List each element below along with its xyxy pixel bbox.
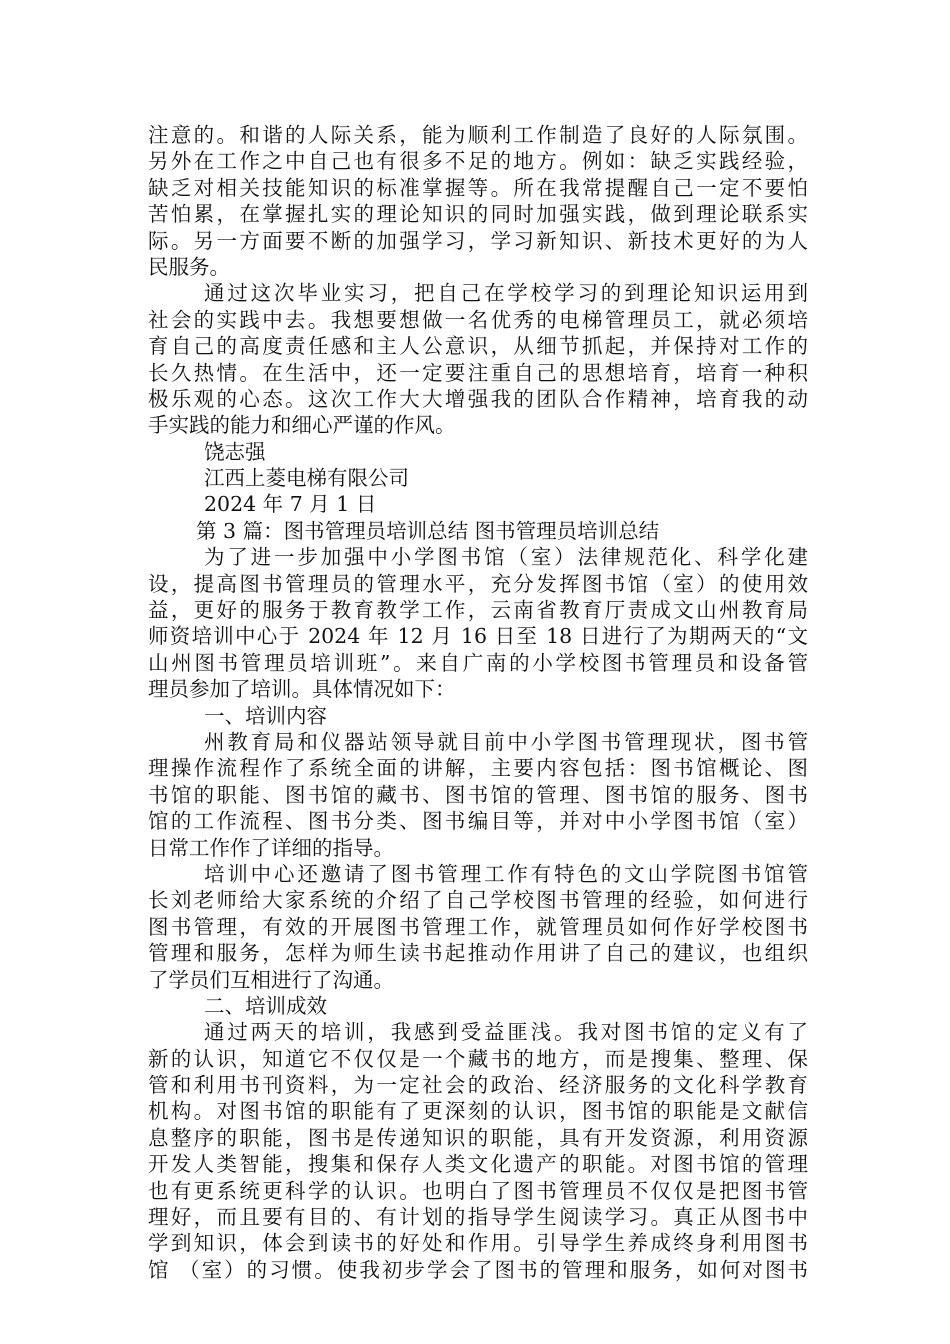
- text-line: 师资培训中心于 2024 年 12 月 16 日至 18 日进行了为期两天的“文: [148, 624, 808, 649]
- text-line: 日常工作作了详细的指导。: [148, 835, 394, 860]
- text-line: 山州图书管理员培训班”。来自广南的小学校图书管理员和设备管: [148, 650, 808, 675]
- text-line: 极乐观的心态。这次工作大大增强我的团队合作精神，培育我的动: [148, 386, 808, 411]
- signature-name: 饶志强: [204, 439, 266, 464]
- heading-training-results: 二、培训成效: [204, 993, 327, 1018]
- signature-date: 2024 年 7 月 1 日: [204, 492, 377, 517]
- text-line: 了学员们互相进行了沟通。: [148, 967, 394, 992]
- text-line: 为了进一步加强中小学图书馆（室）法律规范化、科学化建: [204, 545, 808, 570]
- text-line: 通过两天的培训，我感到受益匪浅。我对图书馆的定义有了: [204, 1020, 808, 1045]
- text-line: 通过这次毕业实习，把自己在学校学习的到理论知识运用到: [204, 281, 808, 306]
- text-line: 缺乏对相关技能知识的标准掌握等。所在我常提醒自己一定不要怕: [148, 175, 808, 200]
- text-line: 机构。对图书馆的职能有了更深刻的认识，图书馆的职能是文献信: [148, 1099, 808, 1124]
- text-line: 学到知识，体会到读书的好处和作用。引导学生养成终身利用图书: [148, 1231, 808, 1256]
- paragraph-2: [148, 280, 808, 438]
- paragraph-4: [148, 729, 808, 861]
- document-page: [148, 122, 808, 1283]
- text-line: 益，更好的服务于教育教学工作，云南省教育厅责成文山州教育局: [148, 598, 808, 623]
- section-title: 第 3 篇：图书管理员培训总结 图书管理员培训总结: [196, 518, 660, 543]
- text-line: 育自己的高度责任感和主人公意识，从细节抓起，并保持对工作的: [148, 334, 808, 359]
- text-line: 手实践的能力和细心严谨的作风。: [148, 413, 456, 438]
- text-line: 也有更系统更科学的认识。也明白了图书管理员不仅仅是把图书管: [148, 1178, 808, 1203]
- paragraph-1: [148, 122, 808, 280]
- signature-company: 江西上菱电梯有限公司: [204, 466, 409, 491]
- text-line: 馆 （室）的习惯。使我初步学会了图书的管理和服务，如何对图书: [148, 1257, 808, 1282]
- text-line: 设，提高图书管理员的管理水平，充分发挥图书馆（室）的使用效: [148, 571, 808, 596]
- text-line: 图书管理，有效的开展图书管理工作，就管理员如何作好学校图书: [148, 914, 808, 939]
- text-line: 开发人类智能，搜集和保存人类文化遗产的职能。对图书馆的管理: [148, 1152, 808, 1177]
- text-line: 管和利用书刊资料，为一定社会的政治、经济服务的文化科学教育: [148, 1073, 808, 1098]
- text-line: 馆的工作流程、图书分类、图书编目等，并对中小学图书馆（室）: [148, 809, 808, 834]
- text-line: 长刘老师给大家系统的介绍了自己学校图书管理的经验，如何进行: [148, 888, 808, 913]
- text-line: 培训中心还邀请了图书管理工作有特色的文山学院图书馆管: [204, 861, 808, 886]
- signature-block: [148, 439, 808, 518]
- text-line: 长久热情。在生活中，还一定要注重自己的思想培育，培育一种积: [148, 360, 808, 385]
- text-line: 注意的。和谐的人际关系，能为顺利工作制造了良好的人际氛围。: [148, 123, 808, 147]
- paragraph-6: [148, 1019, 808, 1283]
- text-line: 际。另一方面要不断的加强学习，学习新知识、新技术更好的为人: [148, 228, 808, 253]
- text-line: 息整序的职能，图书是传递知识的职能，具有开发资源，利用资源: [148, 1125, 808, 1150]
- text-line: 苦怕累，在掌握扎实的理论知识的同时加强实践，做到理论联系实: [148, 202, 808, 227]
- text-line: 管理和服务，怎样为师生读书起推动作用讲了自己的建议，也组织: [148, 941, 808, 966]
- text-line: 新的认识，知道它不仅仅是一个藏书的地方，而是搜集、整理、保: [148, 1046, 808, 1071]
- text-line: 理好，而且要有目的、有计划的指导学生阅读学习。真正从图书中: [148, 1205, 808, 1230]
- heading-training-content: 一、培训内容: [204, 703, 327, 728]
- paragraph-3: [148, 544, 808, 702]
- text-line: 另外在工作之中自己也有很多不足的地方。例如：缺乏实践经验，: [148, 149, 808, 174]
- text-line: 社会的实践中去。我想要想做一名优秀的电梯管理员工，就必须培: [148, 307, 808, 332]
- text-line: 书馆的职能、图书馆的藏书、图书馆的管理、图书馆的服务、图书: [148, 782, 808, 807]
- text-line: 州教育局和仪器站领导就目前中小学图书管理现状，图书管: [204, 729, 808, 754]
- text-line: 理员参加了培训。具体情况如下：: [148, 677, 456, 702]
- text-line: 理操作流程作了系统全面的讲解，主要内容包括：图书馆概论、图: [148, 756, 808, 781]
- text-line: 民服务。: [148, 254, 230, 279]
- paragraph-5: [148, 861, 808, 993]
